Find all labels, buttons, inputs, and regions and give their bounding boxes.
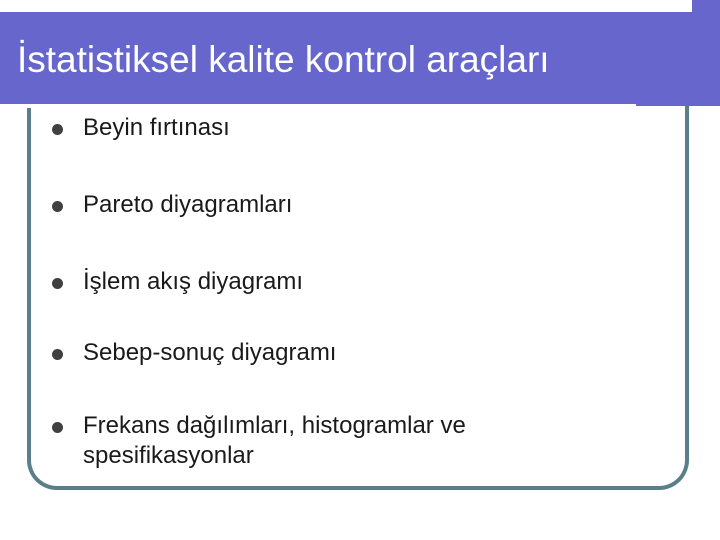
bullet-icon [52,422,63,433]
title-underline [0,104,636,108]
slide-title: İstatistiksel kalite kontrol araçları [17,39,550,80]
list-item [52,411,532,471]
bullet-icon [52,349,63,360]
list-item [52,267,612,297]
bullet-text: Frekans dağılımları, histogramlar ve spesifikasyonlar [83,412,466,469]
bullet-text: Pareto diyagramları [83,191,293,218]
bullet-text: Beyin fırtınası [83,114,230,141]
title-bar [0,12,720,106]
bullet-text: Sebep-sonuç diyagramı [83,339,337,366]
bullet-icon [52,201,63,212]
title-bar-notch [692,0,720,12]
list-item [52,190,612,220]
list-item [52,338,612,368]
bullet-icon [52,278,63,289]
bullet-icon [52,124,63,135]
list-item [52,113,612,143]
bullet-text: İşlem akış diyagramı [83,268,304,295]
